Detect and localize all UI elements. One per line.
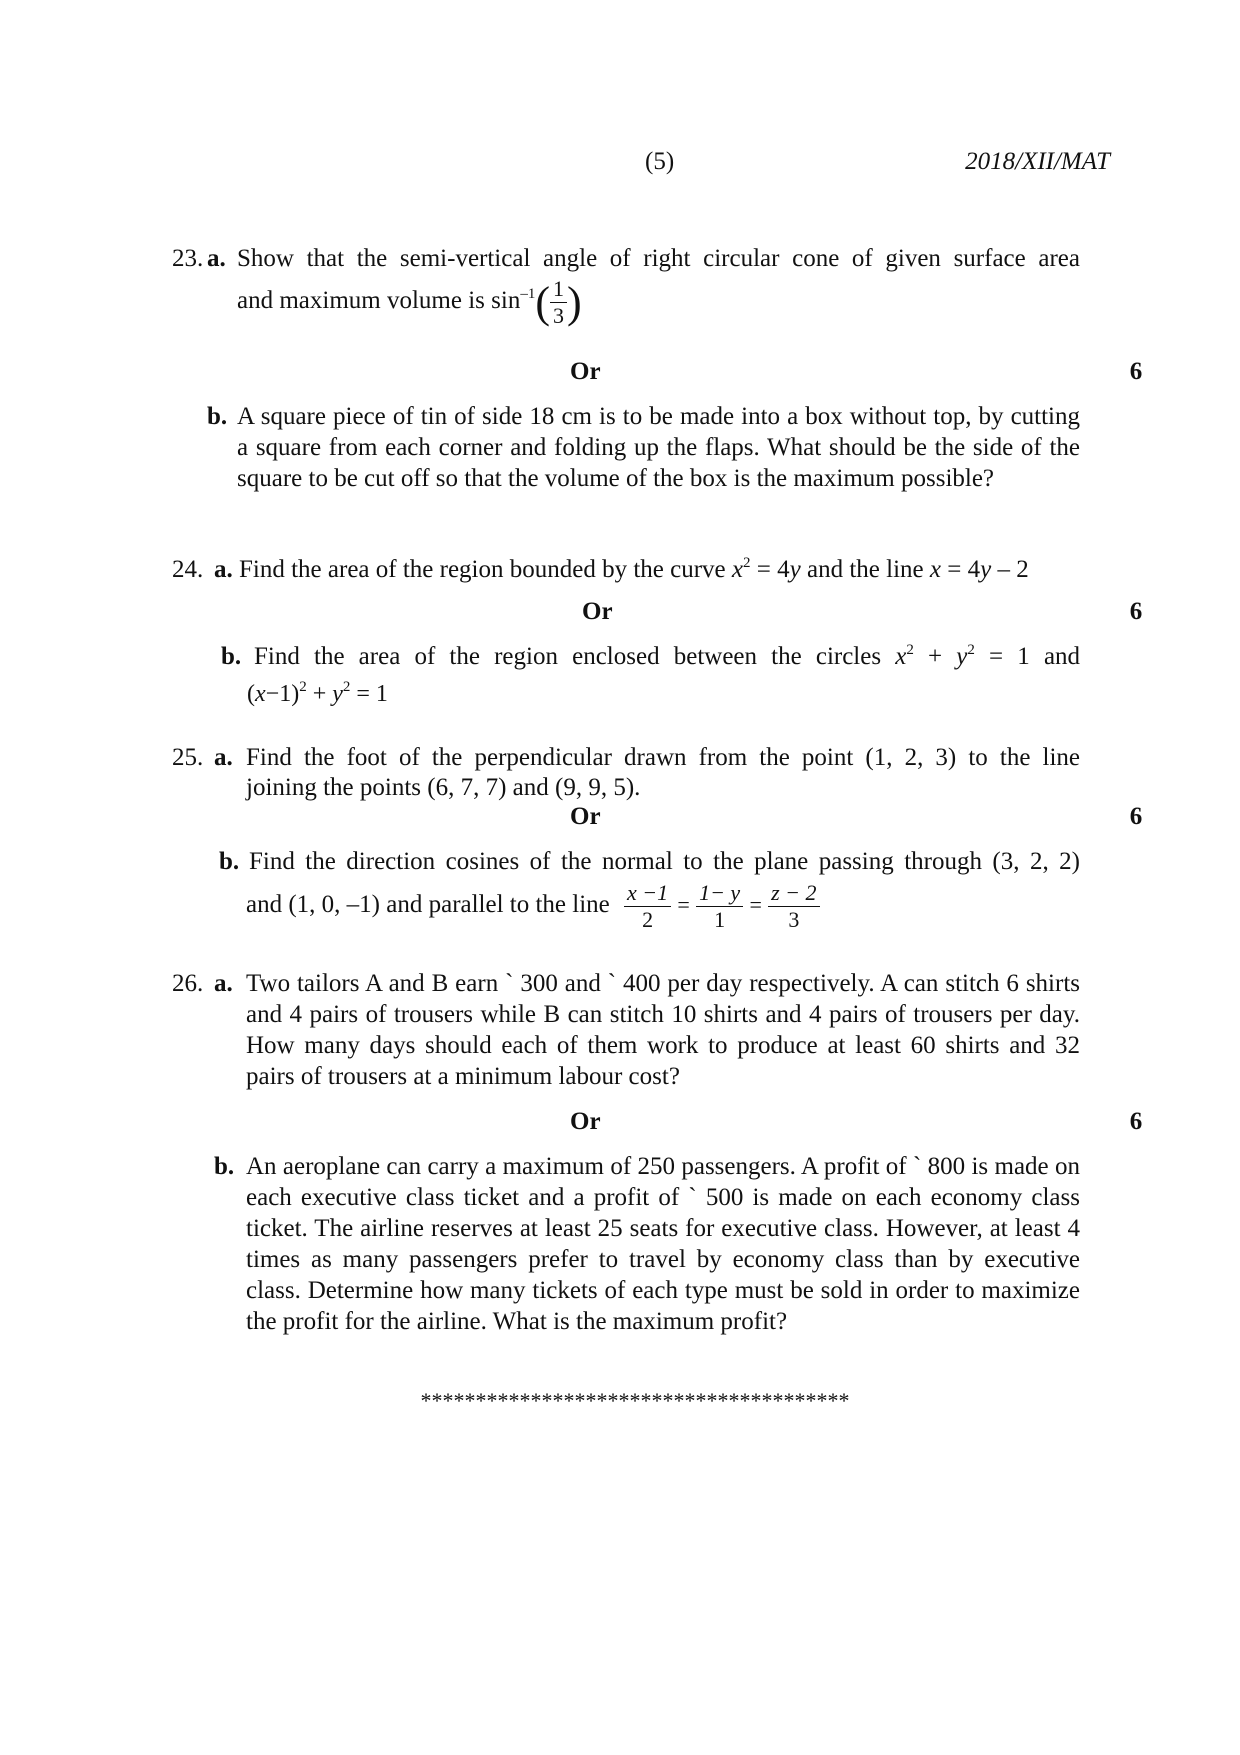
question-26b-label: b. bbox=[214, 1153, 235, 1180]
question-24b-line2: $(x-1)^2 + y^2 = 1$ bbox=[247, 679, 388, 707]
question-23a-text: and maximum volume is sin bbox=[237, 287, 521, 315]
fraction-2: $\frac{1- y}{1}$ bbox=[696, 880, 743, 933]
fraction-1: $\frac{x -1}{2}$ bbox=[624, 880, 671, 933]
question-25a-line1: Find the foot of the perpendicular drawn from the point (1, 2, 3) to the line bbox=[246, 744, 1080, 771]
question-23a-line2 bbox=[237, 276, 582, 329]
question-24b-line1: Find the area of the region enclosed between the circles $x^2 + y^2 = 1$ and bbox=[254, 642, 1081, 670]
inverse-superscript: –1 bbox=[520, 286, 536, 303]
question-26b-text: An aeroplane can carry a maximum of 250 passengers. A profit of ` 800 is made on each executive class ticket and a profit of ` 500 is made on each economy class ticket. The airline reserves at least 25 seats for executive class. However, at least 4 times as many passengers prefer to travel by economy class than by executive class. Determine how many tickets of each type must be sold in order to maximize the profit for the airline. What is the maximum profit? bbox=[246, 1153, 1080, 1335]
question-26a-text: Two tailors A and B earn ` 300 and ` 400 per day respectively. A can stitch 6 shirts and 4 pairs of trousers while B can stitch 10 shirts and 4 pairs of trousers per day. How many days should each of them work to produce at least 60 shirts and 32 pairs of trousers at a minimum labour cost? bbox=[246, 970, 1080, 1090]
paren-open: ( bbox=[535, 278, 550, 327]
question-25b-line2: and (1, 0, –1) and parallel to the line $\frac{x -1}{2}$ = $\frac{1- y}{1}$ = $\frac{z - 2}{3}$ bbox=[246, 880, 820, 933]
question-24b-label: b. bbox=[221, 643, 242, 670]
question-26a-label: a. bbox=[214, 970, 233, 997]
question-23a-line1: Show that the semi-vertical angle of right circular cone of given surface area bbox=[237, 245, 1080, 272]
end-of-paper-stars: *************************************** bbox=[420, 1388, 850, 1413]
question-25a-label: a. bbox=[214, 744, 233, 771]
question-26-number: 26. bbox=[172, 970, 204, 997]
question-24-number: 24. bbox=[172, 556, 204, 583]
question-23b-text: A square piece of tin of side 18 cm is to be made into a box without top, by cutting a square from each corner and folding up the flaps. What should be the side of the square to be cut off so that the volume of the box is the maximum possible? bbox=[237, 403, 1080, 492]
question-24-marks: 6 bbox=[1129, 598, 1143, 625]
question-23b-label: b. bbox=[207, 403, 228, 430]
fraction-one-third: $\frac{1}{3}$ bbox=[550, 276, 567, 329]
question-25-number: 25. bbox=[172, 744, 204, 771]
question-23a-label: a. bbox=[207, 245, 226, 272]
question-25b-text: and (1, 0, –1) and parallel to the line bbox=[246, 891, 610, 919]
question-25b-line1: Find the direction cosines of the normal to the plane passing through (3, 2, 2) bbox=[249, 848, 1080, 875]
question-24-or: Or bbox=[582, 598, 613, 625]
page-number: (5) bbox=[645, 148, 675, 175]
paren-close: ) bbox=[566, 278, 582, 327]
question-26-marks: 6 bbox=[1129, 1108, 1143, 1135]
paper-code: 2018/XII/MAT bbox=[965, 148, 1110, 175]
question-24a: a. Find the area of the region bounded by the curve $x^2 = 4y$ and the line x = 4y – 2 bbox=[214, 555, 1029, 583]
question-26-or: Or bbox=[570, 1108, 601, 1135]
question-24a-label: a. bbox=[214, 556, 233, 583]
question-25a-line2: joining the points (6, 7, 7) and (9, 9, 5). bbox=[246, 774, 641, 801]
question-25b-label: b. bbox=[219, 848, 240, 875]
question-23-marks: 6 bbox=[1129, 358, 1143, 385]
question-23-number: 23. bbox=[172, 245, 204, 272]
question-23-or: Or bbox=[570, 358, 601, 385]
question-25-or: Or bbox=[570, 803, 601, 830]
question-25-marks: 6 bbox=[1129, 803, 1143, 830]
fraction-3: $\frac{z - 2}{3}$ bbox=[768, 880, 819, 933]
